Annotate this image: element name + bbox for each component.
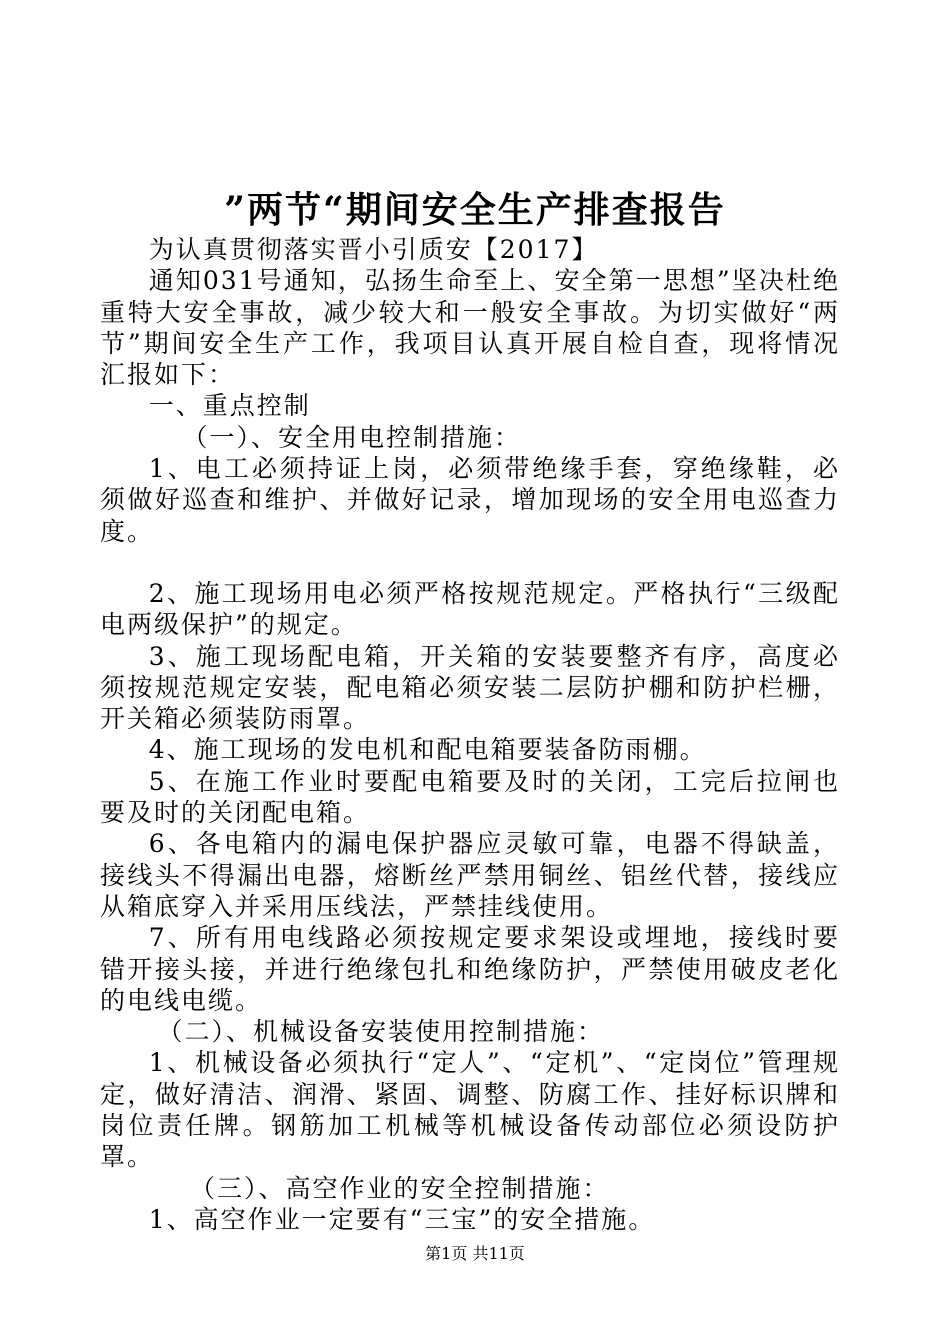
list-item: 5、在施工作业时要配电箱要及时的关闭，工完后拉闸也要及时的关闭配电箱。 — [100, 766, 840, 828]
subsection-heading-high-altitude: （三）、高空作业的安全控制措施： — [190, 1173, 610, 1203]
subsection-heading-machinery: （二）、机械设备安装使用控制措施： — [157, 1017, 605, 1047]
document-title: ”两节“期间安全生产排查报告 — [224, 189, 726, 231]
list-item: 3、施工现场配电箱，开关箱的安装要整齐有序，高度必须按规范规定安装，配电箱必须安装二层防护棚和防护栏栅，开关箱必须装防雨罩。 — [100, 641, 840, 734]
page-footer: 第1页 共11页 — [425, 1244, 525, 1263]
document-body — [100, 234, 840, 1235]
list-item: 7、所有用电线路必须按规定要求架设或埋地，接线时要错开接头接，并进行绝缘包扎和绝缘防护，严禁使用破皮老化的电线电缆。 — [100, 923, 840, 1015]
list-item: 1、高空作业一定要有“三宝”的安全措施。 — [148, 1204, 656, 1234]
list-item: 6、各电箱内的漏电保护器应灵敏可靠，电器不得缺盖，接线头不得漏出电器，熔断丝严禁用铜丝、铝丝代替，接线应从箱底穿入并采用压线法，严禁挂线使用。 — [100, 829, 840, 921]
paragraph-notice: 通知031号通知，弘扬生命至上、安全第一思想”坚决杜绝重特大安全事故，减少较大和一般安全事故。为切实做好“两节”期间安全生产工作，我项目认真开展自检自查，现将情况汇报如下： — [100, 266, 840, 390]
section-heading-key-control: 一、重点控制 — [148, 391, 311, 421]
paragraph-intro: 为认真贯彻落实晋小引质安【2017】 — [148, 235, 599, 264]
subsection-heading-electricity: （一）、安全用电控制措施： — [182, 422, 522, 452]
list-item: 4、施工现场的发电机和配电箱要装备防雨棚。 — [148, 735, 707, 765]
list-item: 1、机械设备必须执行“定人”、“定机”、“定岗位”管理规定，做好清洁、润滑、紧固、调整、防腐工作、挂好标识牌和岗位责任牌。钢筋加工机械等机械设备传动部位必须设防护罩。 — [100, 1048, 840, 1172]
list-item: 2、施工现场用电必须严格按规范规定。严格执行“三级配电两级保护”的规定。 — [100, 578, 840, 640]
list-item: 1、电工必须持证上岗，必须带绝缘手套，穿绝缘鞋，必须做好巡查和维护、并做好记录，增加现场的安全用电巡查力度。 — [100, 454, 840, 546]
